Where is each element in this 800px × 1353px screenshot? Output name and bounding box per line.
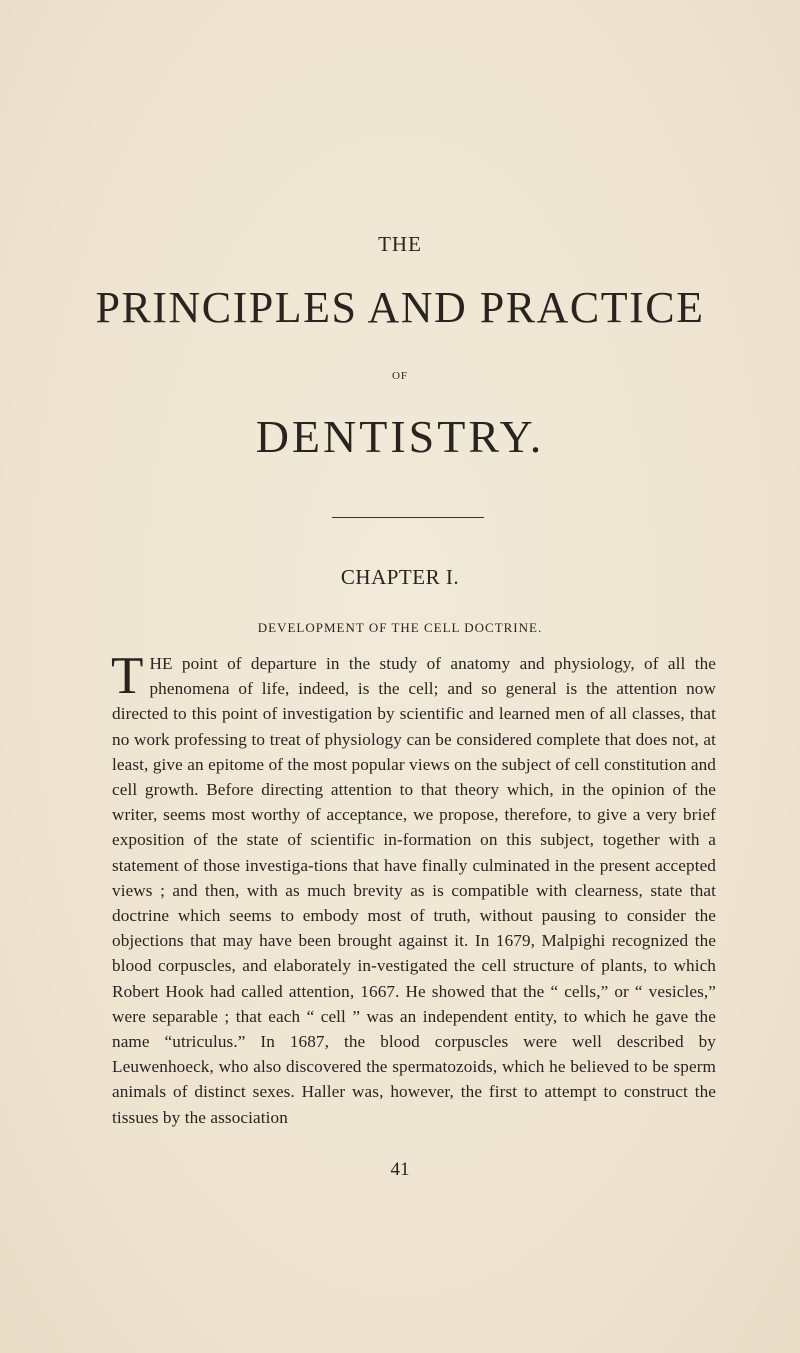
page-number: 41 bbox=[390, 1159, 410, 1180]
body-paragraph-block bbox=[111, 647, 716, 1130]
chapter-subheading: DEVELOPMENT OF THE CELL DOCTRINE. bbox=[257, 620, 543, 635]
title-line-the: THE bbox=[378, 232, 422, 256]
title-dentistry: DENTISTRY. bbox=[255, 411, 545, 462]
title-line-of: OF bbox=[391, 370, 409, 382]
drop-cap: T bbox=[111, 647, 144, 705]
title-divider-rule bbox=[332, 517, 484, 518]
title-principles-and-practice: PRINCIPLES AND PRACTICE bbox=[95, 283, 705, 332]
chapter-heading: CHAPTER I. bbox=[340, 565, 460, 589]
body-paragraph: HE point of departure in the study of anatomy and physiology, of all the phenomena of life, indeed, is the cell; and so general is the attention now directed to this point of investigation by scientific and learned men of all classes, that no work professing to treat of physiology can be considered complete that does not, at least, give an epitome of the most popular views on the subject of cell constitution and cell growth. Before directing attention to that theory which, in the opinion of the writer, seems most worthy of acceptance, we propose, therefore, to give a very brief exposition of the state of scientific in-formation on this subject, together with a statement of those investiga-tions that have finally culminated in the present accepted views ; and then, with as much brevity as is compatible with clearness, state that doctrine which seems to embody most of truth, without pausing to consider the objections that may have been brought against it. In 1679, Malpighi recognized the blood corpuscles, and elaborately in-vestigated the cell structure of plants, to which Robert Hook had called attention, 1667. He showed that the “ cells,” or “ vesicles,” were separable ; that each “ cell ” was an independent entity, to which he gave the name “utriculus.” In 1687, the blood corpuscles were well described by Leuwenhoeck, who also discovered the spermatozoids, which he believed to be sperm animals of distinct sexes. Haller was, however, the first to attempt to construct the tissues by the association bbox=[112, 654, 716, 1127]
